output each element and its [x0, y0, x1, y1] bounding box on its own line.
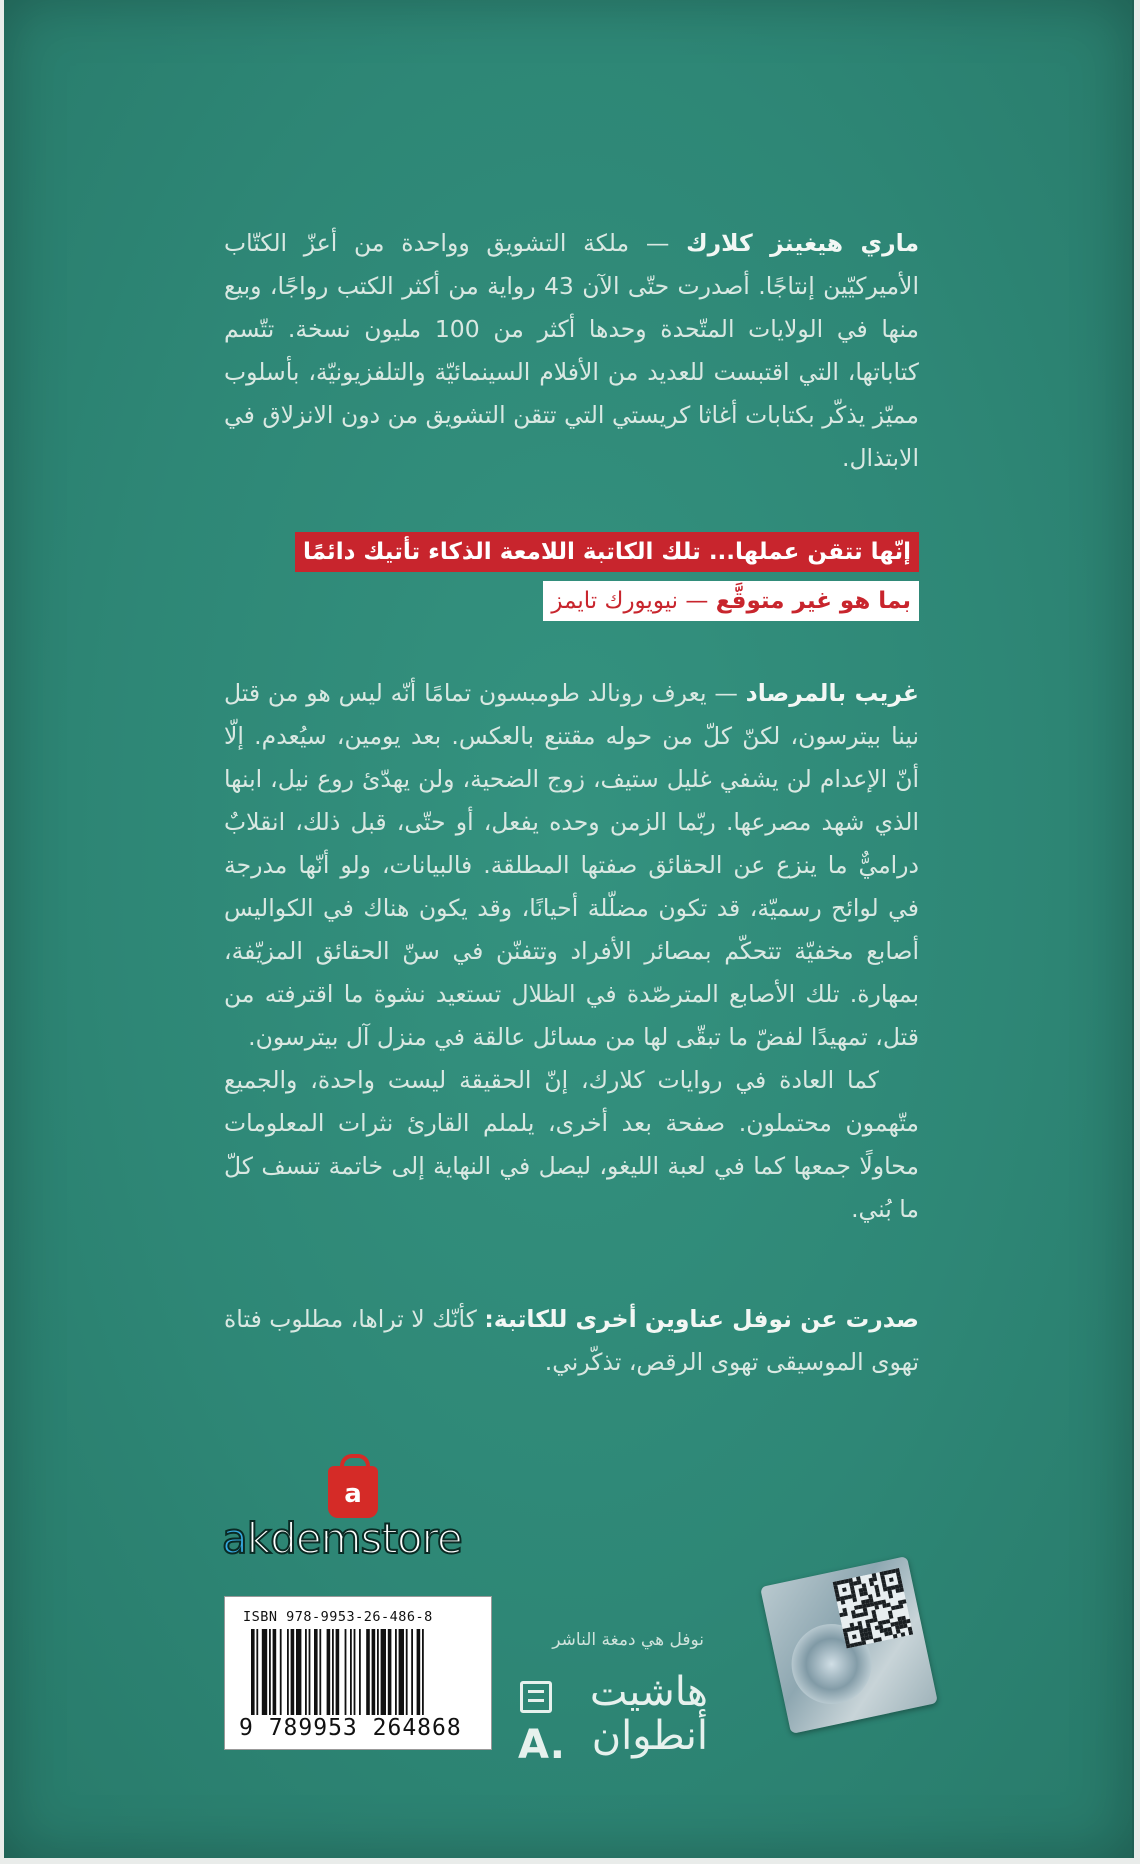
press-quote	[224, 532, 919, 629]
barcode-bar	[372, 1629, 376, 1715]
other-titles-label: صدرت عن نوفل عناوين أخرى للكاتبة:	[484, 1305, 920, 1333]
qr-code-icon	[833, 1568, 914, 1649]
barcode-bar	[314, 1629, 318, 1715]
back-cover	[4, 0, 1134, 1858]
barcode-number: 9 789953 264868	[239, 1715, 462, 1741]
barcode-bar	[251, 1629, 255, 1715]
barcode-bar	[359, 1629, 361, 1715]
quote-line-2-bold: بما هو غير متوقَّع	[715, 588, 911, 614]
author-bio-text: — ملكة التشويق وواحدة من أعزّ الكتّاب الأميركيّين إنتاجًا. أصدرت حتّى الآن 43 رواية من أكثر الكتب رواجًا، وبيع منها في الولايات المتّحدة وحدها أكثر من 100 مليون نسخة. تتّسم كتاباتها، التي اقتبست للعديد من الأفلام السينمائيّة والتلفزيونيّة، بأسلوب مميّز يذكّر بكتابات أغاثا كريستي التي تتقن التشويق من دون الانزلاق في الابتذال.	[224, 229, 919, 472]
barcode-bar	[395, 1629, 397, 1715]
hologram-sticker	[760, 1556, 938, 1734]
isbn-label: ISBN 978-9953-26-486-8	[243, 1609, 433, 1625]
barcode-bar	[291, 1629, 295, 1715]
barcode-bar	[354, 1629, 356, 1715]
store-name-first-letter: a	[222, 1514, 247, 1563]
publisher-a-mark: A.	[518, 1722, 565, 1768]
other-titles-paragraph	[224, 1298, 919, 1384]
quote-line-1: إنّها تتقن عملها... تلك الكاتبة اللامعة الذكاء تأتيك دائمًا	[295, 532, 919, 572]
barcode-bar	[336, 1629, 340, 1715]
author-bio-paragraph	[224, 222, 919, 480]
barcode-bar	[319, 1629, 321, 1715]
store-name	[222, 1514, 497, 1563]
barcode-bar	[345, 1629, 347, 1715]
store-name-rest: kdemstore	[246, 1514, 462, 1563]
barcode-bar	[366, 1629, 370, 1715]
barcode-bar	[273, 1629, 277, 1715]
shopping-bag-icon	[328, 1466, 378, 1518]
book-title: غريب بالمرصاد	[745, 679, 919, 707]
barcode-bar	[377, 1629, 379, 1715]
barcode-bar	[309, 1629, 311, 1715]
publisher-h-icon	[520, 1681, 552, 1713]
isbn-barcode	[224, 1596, 492, 1750]
synopsis-text: — يعرف رونالد طومبسون تمامًا أنّه ليس هو من قتل نينا بيترسون، لكنّ كلّ من حوله مقتنع بالعكس. بعد يومين، سيُعدم. إلّا أنّ الإعدام لن يشفي غليل ستيف، زوج الضحية، ولن يهدّئ روع نيل، ابنها الذي شهد مصرعها. ربّما الزمن وحده يفعل، أو حتّى، قبل ذلك، انقلابٌ دراميٌّ ما ينزع عن الحقائق صفتها المطلقة. فالبيانات، ولو أنّها مدرجة في لوائح رسميّة، قد تكون مضلّلة أحيانًا، وقد يكون هناك في الكواليس أصابع مخفيّة تتحكّم بمصائر الأفراد وتتفنّن في سنّ الحقائق المزيّفة، بمهارة. تلك الأصابع المترصّدة في الظلال تستعيد نشوة ما اقترفته من قتل، تمهيدًا لفضّ ما تبقّى لها من مسائل عالقة في منزل آل بيترسون.	[224, 679, 919, 1051]
barcode-bar	[332, 1629, 334, 1715]
synopsis-continuation: كما العادة في روايات كلارك، إنّ الحقيقة ليست واحدة، والجميع متّهمون محتملون. صفحة بعد أخرى، يلملم القارئ نثرات المعلومات محاولًا جمعها كما في لعبة الليغو، ليصل في النهاية إلى خاتمة تنسف كلّ ما بُني.	[224, 1066, 919, 1223]
barcode-bar	[280, 1629, 282, 1715]
barcode-bar	[262, 1629, 267, 1715]
barcode-bar	[327, 1629, 331, 1715]
barcode-bar	[399, 1629, 404, 1715]
barcode-bar	[388, 1629, 392, 1715]
barcode-bar	[269, 1629, 271, 1715]
barcode-bars	[251, 1629, 479, 1715]
barcode-bar	[296, 1629, 301, 1715]
publisher-name-line-1: هاشيت	[589, 1669, 708, 1715]
bag-letter: a	[344, 1479, 362, 1509]
barcode-bar	[256, 1629, 258, 1715]
author-name: ماري هيغينز كلارك	[686, 229, 919, 257]
barcode-bar	[350, 1629, 352, 1715]
quote-line-2	[543, 581, 919, 621]
synopsis-paragraph	[224, 672, 919, 1231]
other-titles-list: كأنّك لا تراها، مطلوب فتاة تهوى الموسيقى تهوى الرقص، تذكّرني.	[224, 1305, 919, 1376]
store-watermark	[222, 1466, 497, 1576]
barcode-bar	[417, 1629, 421, 1715]
publisher-note: نوفل هي دمغة الناشر	[552, 1630, 704, 1650]
barcode-bar	[406, 1629, 408, 1715]
quote-source: — نيويورك تايمز	[551, 588, 716, 614]
barcode-bar	[305, 1629, 307, 1715]
barcode-bar	[422, 1629, 424, 1715]
barcode-bar	[287, 1629, 289, 1715]
barcode-bar	[411, 1629, 413, 1715]
barcode-bar	[381, 1629, 386, 1715]
publisher-name-line-2: أنطوان	[591, 1713, 708, 1759]
